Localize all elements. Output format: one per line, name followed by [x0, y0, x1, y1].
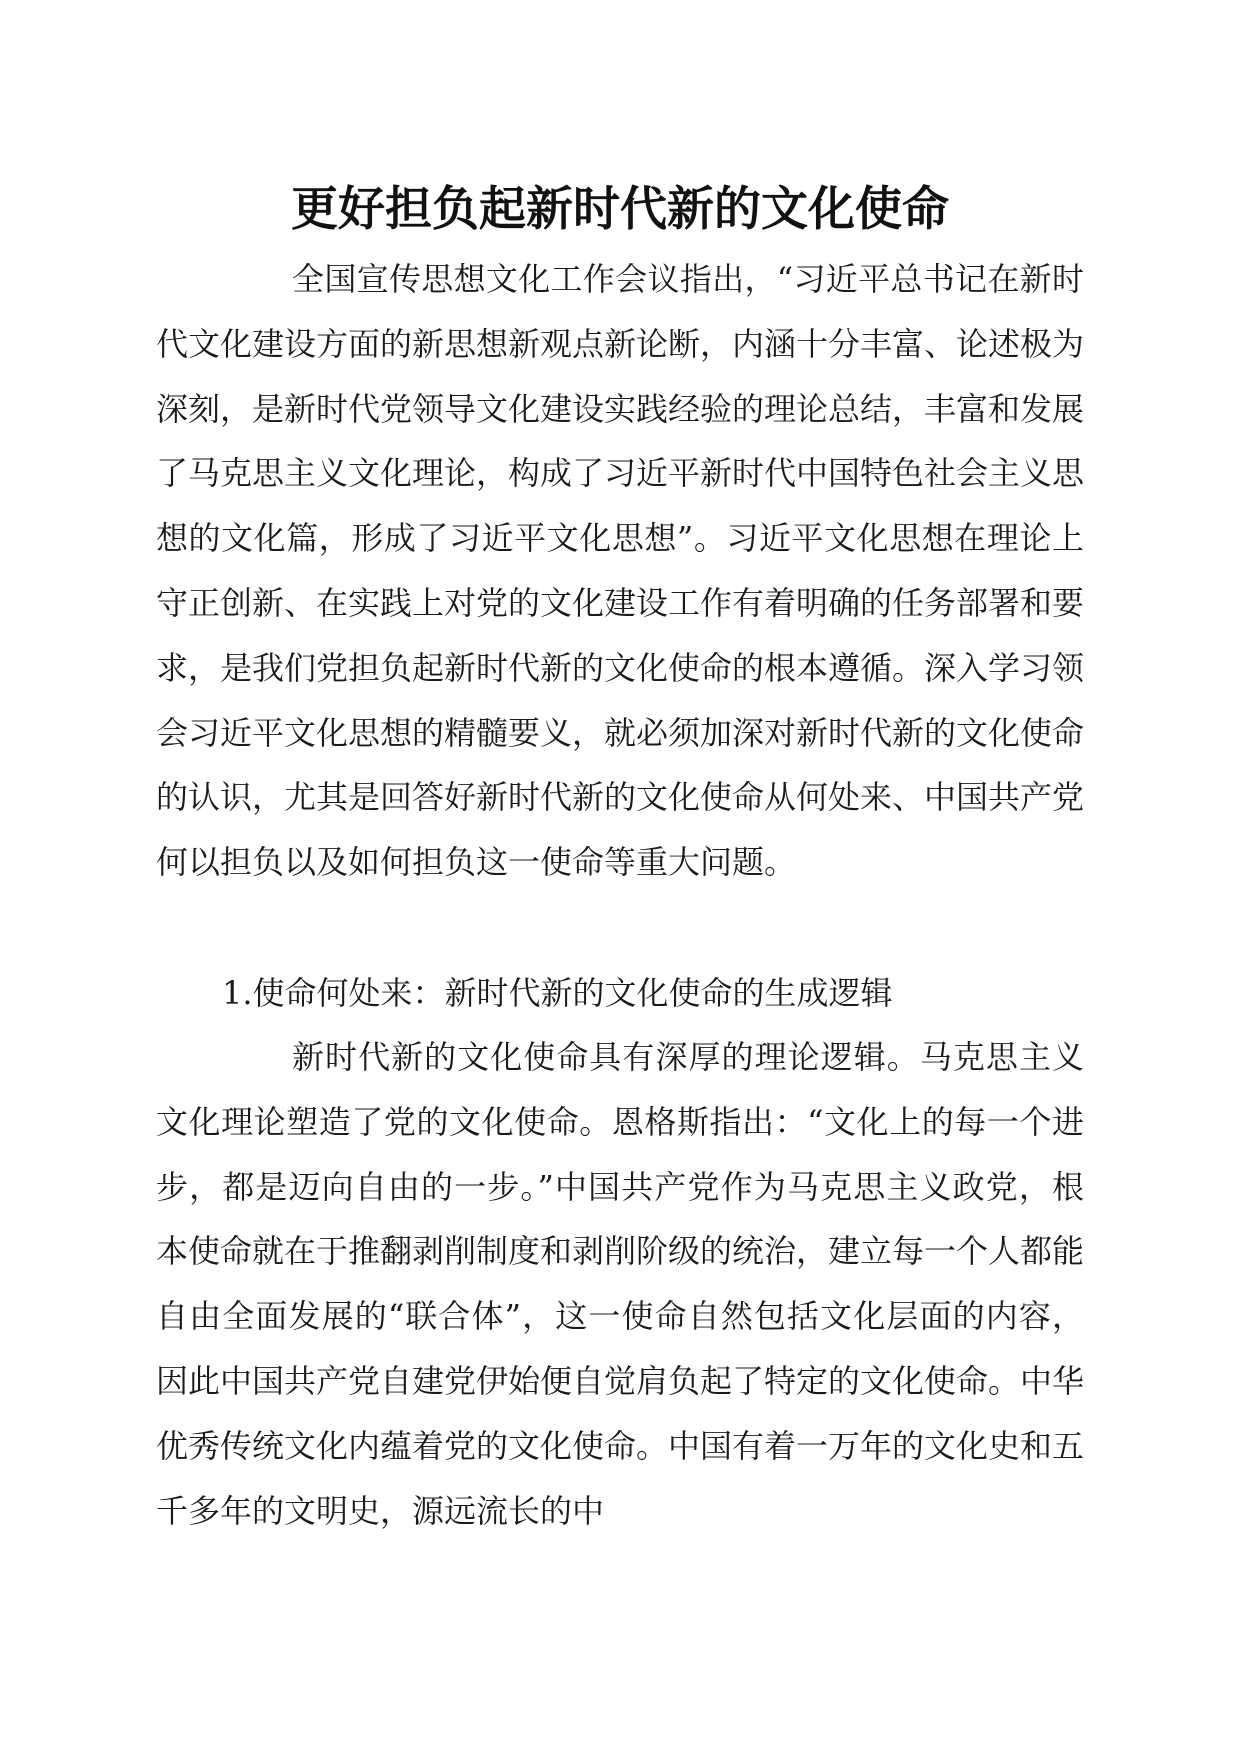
section-heading-1: 1.使命何处来：新时代新的文化使命的生成逻辑	[222, 974, 893, 1012]
paragraph-section-1: 新时代新的文化使命具有深厚的理论逻辑。马克思主义文化理论塑造了党的文化使命。恩格斯指出：“文化上的每一个进步，都是迈向自由的一步。”中国共产党作为马克思主义政党，根本使命就在于推翻剥削制度和剥削阶级的统治，建立每一个人都能自由全面发展的“联合体”，这一使命自然包括文化层面的内容，因此中国共产党自建党伊始便自觉肩负起了特定的文化使命。中华优秀传统文化内蕴着党的文化使命。中国有着一万年的文化史和五千多年的文明史，源远流长的中	[156, 1038, 1085, 1530]
paragraph-intro: 全国宣传思想文化工作会议指出，“习近平总书记在新时代文化建设方面的新思想新观点新论断，内涵十分丰富、论述极为深刻，是新时代党领导文化建设实践经验的理论总结，丰富和发展了马克思主义文化理论，构成了习近平新时代中国特色社会主义思想的文化篇，形成了习近平文化思想”。习近平文化思想在理论上守正创新、在实践上对党的文化建设工作有着明确的任务部署和要求，是我们党担负起新时代新的文化使命的根本遵循。深入学习领会习近平文化思想的精髓要义，就必须加深对新时代新的文化使命的认识，尤其是回答好新时代新的文化使命从何处来、中国共产党何以担负以及如何担负这一使命等重大问题。	[156, 260, 1085, 882]
document-title: 更好担负起新时代新的文化使命	[291, 182, 949, 237]
